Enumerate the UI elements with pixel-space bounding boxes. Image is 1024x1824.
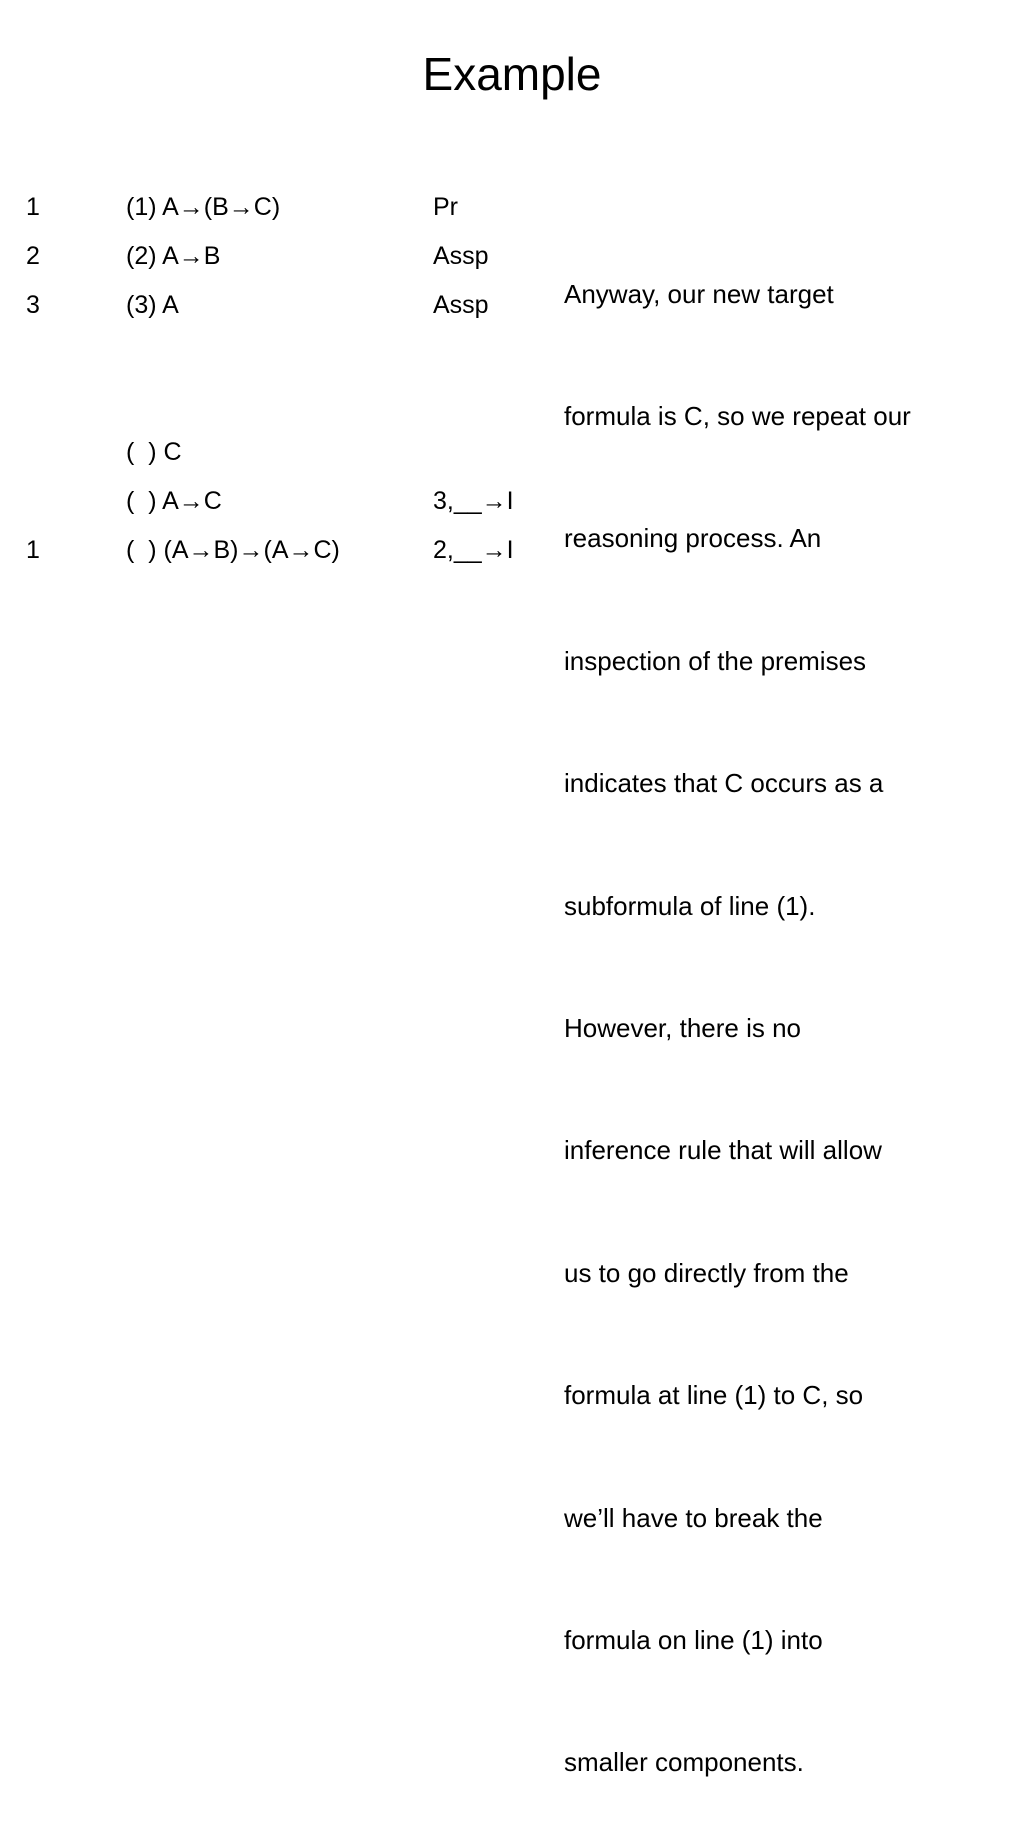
proof-row [0,187,560,227]
proof-row [0,530,560,570]
proof-justification: Assp [433,242,489,270]
proof-row [0,285,560,325]
proof-formula: ( ) C [126,438,182,466]
proof-formula: (3) A [126,291,179,319]
proof-formula: ( ) A→C [126,487,222,515]
proof-dependency: 1 [26,193,40,221]
proof-row [0,481,560,521]
proof-row [0,236,560,276]
explanation-text [564,192,1004,1824]
proof-formula: (1) A→(B→C) [126,193,281,221]
explanation-line: Anyway, our new target [564,278,834,309]
proof-justification: 2,__→I [433,536,514,564]
explanation-line: smaller components. [564,1747,804,1778]
explanation-line: we’ll have to break the [564,1502,823,1533]
proof-dependency: 3 [26,291,40,319]
proof-row [0,432,560,472]
explanation-line: However, there is no [564,1012,802,1043]
proof-justification: Pr [433,193,458,221]
proof-formula: ( ) (A→B)→(A→C) [126,536,340,564]
explanation-line: us to go directly from the [564,1257,849,1288]
proof-formula: (2) A→B [126,242,221,270]
explanation-line: reasoning process. An [564,523,822,554]
proof-justification: 3,__→I [433,487,514,515]
slide-title: Example [422,48,602,100]
proof-dependency: 2 [26,242,40,270]
explanation-line: inspection of the premises [564,645,867,676]
explanation-line: formula on line (1) into [564,1624,823,1655]
explanation-line: subformula of line (1). [564,890,816,921]
explanation-line: indicates that C occurs as a [564,768,884,799]
explanation-line: formula is C, so we repeat our [564,400,911,431]
explanation-line: formula at line (1) to C, so [564,1380,864,1411]
explanation-line: inference rule that will allow [564,1135,882,1166]
proof-justification: Assp [433,291,489,319]
proof-dependency: 1 [26,536,40,564]
